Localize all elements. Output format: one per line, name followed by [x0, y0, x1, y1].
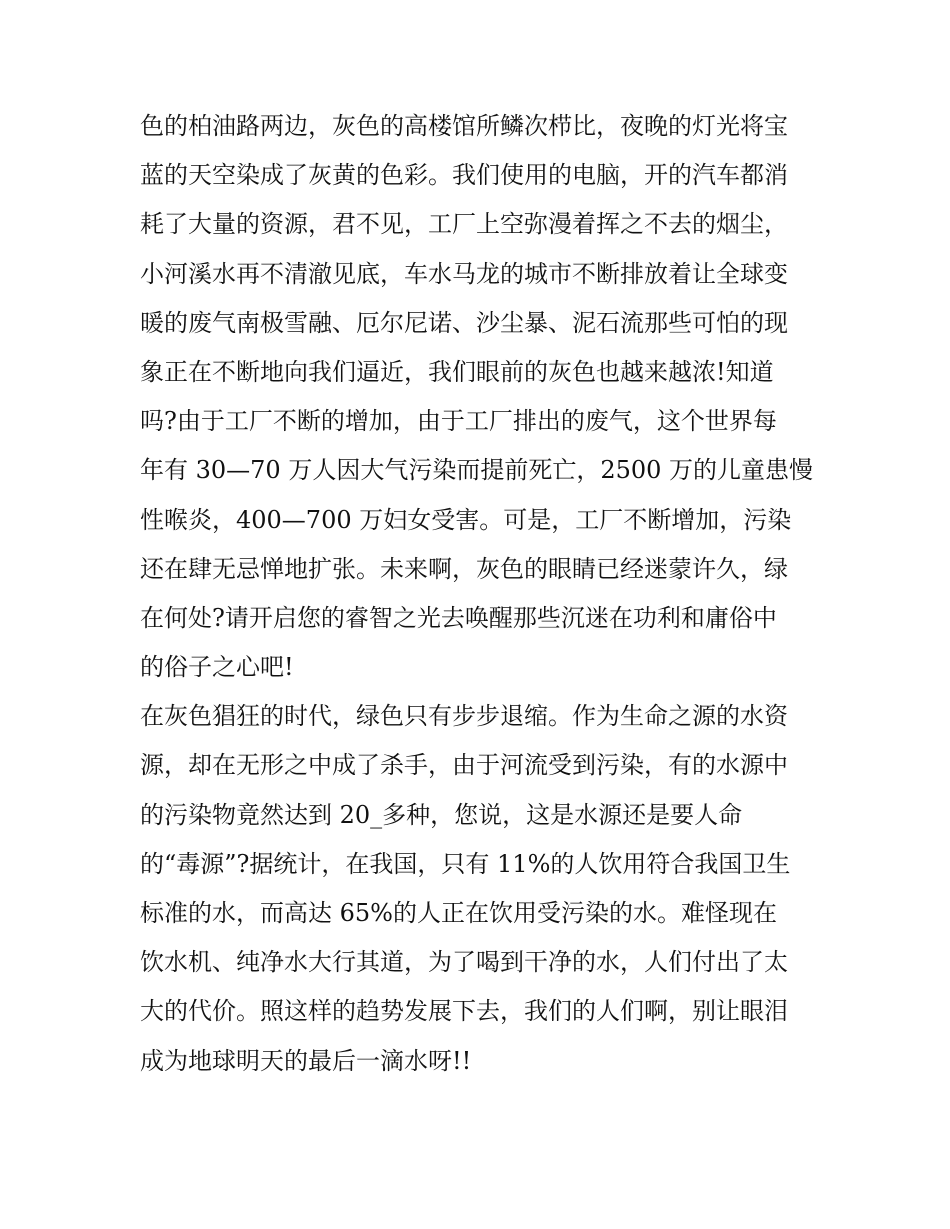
text-line: 性喉炎，400—700 万妇女受害。可是，工厂不断增加，污染 — [140, 505, 792, 534]
text-line: 的污染物竟然达到 20_多种，您说，这是水源还是要人命 — [140, 800, 743, 829]
text-line: 象正在不断地向我们逼近，我们眼前的灰色也越来越浓!知道 — [140, 357, 774, 386]
text-line: 饮水机、纯净水大行其道，为了喝到干净的水，人们付出了太 — [140, 948, 788, 977]
text-line: 年有 30—70 万人因大气污染而提前死亡，2500 万的儿童患慢 — [140, 456, 814, 485]
text-line: 还在肆无忌惮地扩张。未来啊，灰色的眼睛已经迷蒙许久，绿 — [140, 554, 788, 583]
text-line: 成为地球明天的最后一滴水呀!! — [140, 1046, 472, 1075]
text-line: 的“毒源”?据统计，在我国，只有 11%的人饮用符合我国卫生 — [140, 849, 791, 878]
text-line: 在灰色猖狂的时代，绿色只有步步退缩。作为生命之源的水资 — [140, 702, 788, 731]
text-line: 标准的水，而高达 65%的人正在饮用受污染的水。难怪现在 — [140, 899, 777, 927]
text-line: 蓝的天空染成了灰黄的色彩。我们使用的电脑，开的汽车都消 — [140, 161, 788, 190]
text-line: 大的代价。照这样的趋势发展下去，我们的人们啊，别让眼泪 — [140, 997, 788, 1026]
text-line: 吗?由于工厂不断的增加，由于工厂排出的废气，这个世界每 — [140, 407, 777, 436]
text-line: 源，却在无形之中成了杀手，由于河流受到污染，有的水源中 — [140, 751, 788, 780]
text-line: 暖的废气南极雪融、厄尔尼诺、沙尘暴、泥石流那些可怕的现 — [140, 308, 788, 337]
body-text — [140, 102, 830, 1086]
text-line: 的俗子之心吧! — [140, 653, 294, 682]
text-line: 在何处?请开启您的睿智之光去唤醒那些沉迷在功利和庸俗中 — [140, 603, 777, 632]
text-line: 耗了大量的资源，君不见，工厂上空弥漫着挥之不去的烟尘， — [140, 210, 788, 239]
text-line: 小河溪水再不清澈见底，车水马龙的城市不断排放着让全球变 — [140, 259, 788, 288]
text-line: 色的柏油路两边，灰色的高楼馆所鳞次栉比，夜晚的灯光将宝 — [140, 112, 788, 140]
